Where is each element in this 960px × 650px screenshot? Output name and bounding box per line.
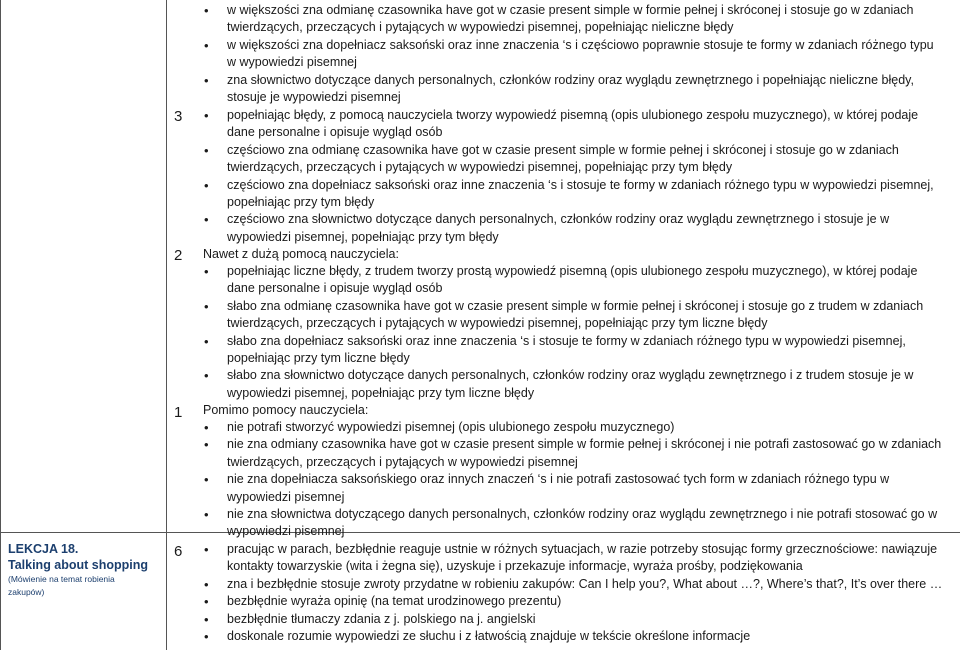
criterion-item: [196, 419, 946, 436]
bullet-icon: •: [204, 629, 209, 645]
criterion-item: [196, 506, 946, 541]
criterion-item: [196, 593, 946, 610]
section-criteria-list: [196, 419, 946, 541]
table-border-left: [0, 0, 1, 650]
criterion-text: nie potrafi stworzyć wypowiedzi pisemnej (opis ulubionego zespołu muzycznego): [227, 420, 675, 434]
criterion-item: [196, 177, 946, 212]
column-divider-lesson: [166, 0, 167, 650]
lesson-title: Talking about shopping: [8, 558, 149, 572]
criterion-text: popełniając błędy, z pomocą nauczyciela tworzy wypowiedź pisemną (opis ulubionego zespołu muzycznego), w której podaje dane personalne i opisuje wygląd osób: [227, 108, 919, 140]
criterion-item: [196, 2, 946, 37]
criterion-text: bezbłędnie wyraża opinię (na temat urodzinowego prezentu): [227, 594, 562, 609]
grade-number: 3: [174, 108, 183, 125]
lesson-cell: [8, 541, 164, 598]
section-intro: Pomimo pomocy nauczyciela:: [203, 403, 369, 417]
criterion-item: [196, 576, 946, 593]
criterion-item: [196, 37, 946, 72]
bullet-icon: •: [204, 177, 209, 193]
criterion-item: [196, 211, 946, 246]
section-criteria-list: [196, 263, 946, 402]
section-criteria-list: [196, 2, 946, 106]
bullet-icon: •: [204, 142, 209, 158]
criterion-item: [196, 263, 946, 298]
criterion-text: w większości zna odmianę czasownika have got w czasie present simple w formie pełnej i skróconej i stosuje go w zdaniach twierdzących, przeczących i pytających w wypowiedzi pisemnej, popełniając nieliczne błędy: [227, 3, 914, 35]
bullet-icon: •: [204, 420, 209, 435]
criterion-item: [196, 367, 946, 402]
bullet-icon: •: [204, 212, 209, 228]
lesson-subtitle-cont: zakupów): [8, 586, 45, 597]
grade-number: 2: [174, 247, 183, 264]
bullet-icon: •: [204, 472, 209, 488]
criterion-item: [196, 611, 946, 628]
bullet-icon: •: [204, 611, 209, 627]
criterion-text: popełniając liczne błędy, z trudem tworzy prostą wypowiedź pisemną (opis ulubionego zespołu muzycznego), w której podaje dane personalne i opisuje wygląd osób: [227, 264, 918, 296]
criterion-text: bezbłędnie tłumaczy zdania z j. polskiego na j. angielski: [227, 611, 536, 626]
criterion-item: [196, 142, 946, 177]
criterion-text: nie zna słownictwa dotyczącego danych personalnych, członków rodziny oraz wyglądu zewnętrznego i nie potrafi stosować go w wypowiedzi pisemnej: [227, 507, 938, 539]
criterion-item: [196, 298, 946, 333]
lesson-subtitle: (Mówienie na temat robienia: [8, 574, 115, 584]
criterion-item: [196, 107, 946, 142]
bullet-icon: •: [204, 333, 209, 349]
criterion-text: nie zna dopełniacza saksońskiego oraz innych znaczeń ‘s i nie potrafi zastosować tych form w zdaniach różnego typu w wypowiedzi pisemnej: [227, 472, 890, 504]
criterion-item: [196, 471, 946, 506]
criterion-text: słabo zna słownictwo dotyczące danych personalnych, członków rodziny oraz wyglądu zewnętrznego i z trudem stosuje je w wypowiedzi pisemnej, popełniając przy tym liczne błędy: [227, 368, 914, 400]
bullet-icon: •: [204, 37, 209, 53]
criterion-text: doskonale rozumie wypowiedzi ze słuchu i z łatwością znajduje w tekście określone informacje: [227, 629, 751, 644]
bullet-icon: •: [204, 507, 209, 523]
bullet-icon: •: [204, 264, 209, 279]
criterion-text: pracując w parach, bezbłędnie reaguje ustnie w różnych sytuacjach, w razie potrzeby stosując formy grzecznościowe: nawiązuje kontakty towarzyskie (wita i żegna się), uzyskuje i przekazuje informacje, wyraża prośby, podziękowania: [227, 542, 938, 574]
bullet-icon: •: [204, 298, 209, 314]
bullet-icon: •: [204, 368, 209, 384]
criterion-text: częściowo zna dopełniacz saksoński oraz inne znaczenia ‘s i stosuje te formy w zdaniach różnego typu w wypowiedzi pisemnej, popełniając przy tym błędy: [227, 177, 934, 210]
grade-number: 1: [174, 404, 183, 421]
criterion-item: [196, 436, 946, 471]
criterion-text: słabo zna dopełniacz saksoński oraz inne znaczenia ‘s i stosuje te formy w zdaniach różnego typu w wypowiedzi pisemnej, popełniając przy tym liczne błędy: [227, 333, 906, 366]
section-criteria-list: [196, 107, 946, 246]
criterion-text: nie zna odmiany czasownika have got w czasie present simple w formie pełnej i skróconej i nie potrafi zastosować go w zdaniach twierdzących, przeczących i pytających w wypowiedzi pisemnej: [227, 437, 942, 469]
bullet-icon: •: [204, 576, 209, 592]
section-criteria-list: [196, 541, 946, 645]
bullet-icon: •: [204, 594, 209, 610]
criterion-text: w większości zna dopełniacz saksoński oraz inne znaczenia ‘s i częściowo poprawnie stosuje te formy w zdaniach różnego typu w wypowiedzi pisemnej: [227, 37, 934, 70]
grade-number: 6: [174, 543, 183, 560]
criterion-item: [196, 333, 946, 368]
lesson-number: LEKCJA 18.: [8, 542, 79, 556]
criterion-text: częściowo zna odmianę czasownika have got w czasie present simple w formie pełnej i skróconej i stosuje go w zdaniach twierdzących, przeczących i pytających w wypowiedzi pisemnej, popełniając przy tym błędy: [227, 142, 899, 175]
criterion-item: [196, 541, 946, 576]
section-intro: Nawet z dużą pomocą nauczyciela:: [203, 247, 399, 261]
criterion-text: słabo zna odmianę czasownika have got w czasie present simple w formie pełnej i skróconej i stosuje go z trudem w zdaniach twierdzących, przeczących i pytających w wypowiedzi pisemnej, popełniając przy tym liczne błędy: [227, 298, 924, 331]
criterion-text: zna słownictwo dotyczące danych personalnych, członków rodziny oraz wyglądu zewnętrznego i popełniając nieliczne błędy, stosuje je wypowiedzi pisemnej: [227, 72, 914, 105]
criterion-text: zna i bezbłędnie stosuje zwroty przydatne w robieniu zakupów: Can I help you?, What about …?, Where’s that?, It’s over there …: [227, 576, 943, 591]
bullet-icon: •: [204, 437, 209, 453]
bullet-icon: •: [204, 3, 209, 18]
bullet-icon: •: [204, 72, 209, 88]
criterion-item: [196, 72, 946, 107]
bullet-icon: •: [204, 542, 209, 557]
criterion-item: [196, 628, 946, 645]
bullet-icon: •: [204, 108, 209, 123]
criterion-text: częściowo zna słownictwo dotyczące danych personalnych, członków rodziny oraz wyglądu zewnętrznego i stosuje je w wypowiedzi pisemnej, popełniając przy tym błędy: [227, 212, 890, 244]
